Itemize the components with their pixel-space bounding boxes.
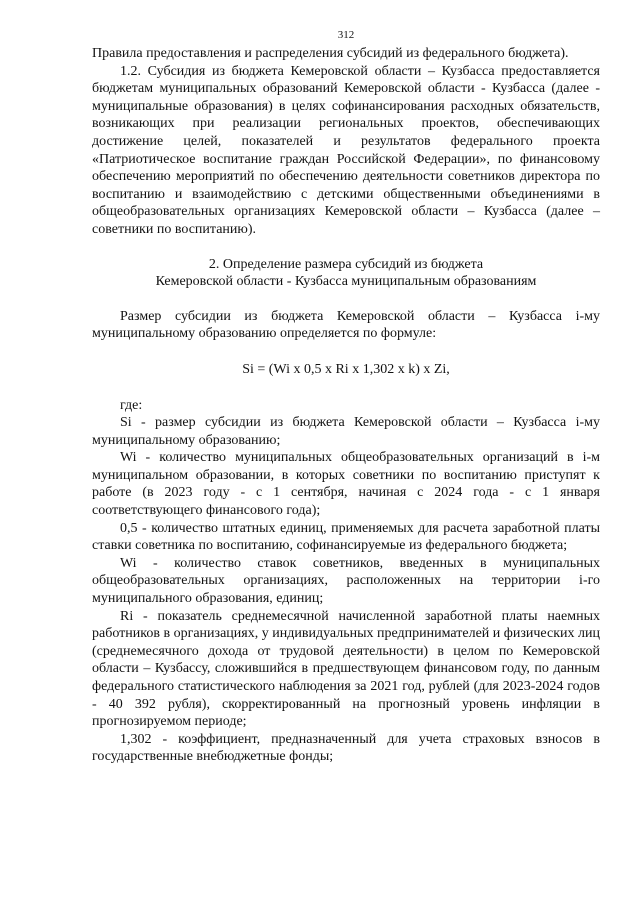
definition-coefficient: 1,302 - коэффициент, предназначенный для учета страховых взносов в государственные внебюджетные фонды; (92, 731, 600, 765)
paragraph-rules-reference: Правила предоставления и распределения субсидий из федерального бюджета). (92, 46, 569, 61)
where-label: где: (120, 397, 143, 413)
page-number: 312 (337, 29, 355, 41)
definition-ri: Ri - показатель среднемесячной начисленной заработной платы наемных работников в организациях, у индивидуальных предпринимателей и физических лиц (среднемесячного дохода от трудовой деятельности) в целом по Кемеровской области – Кузбассу, сложившийся в предшествующем финансовом году, по данным федерального статистического наблюдения за 2021 год, рублей (для 2023-2024 годов - 40 392 рубля), скорректированный на прогнозный уровень инфляции в прогнозируемом периоде; (92, 608, 600, 730)
section-heading-line-2: Кемеровской области - Кузбасса муниципальным образованиям (155, 274, 537, 290)
definition-wi-rates: Wi - количество ставок советников, введенных в муниципальных общеобразовательных организациях, расположенных на территории i-го муниципального образования, единиц; (92, 555, 600, 607)
definition-wi-organizations: Wi - количество муниципальных общеобразовательных организаций в i-м муниципальном образовании, в которых советники по воспитанию приступят к работе (в 2023 году - с 1 сентября, начиная с 2024 года - с 1 января соответствующего финансового года); (92, 450, 600, 519)
subsidy-formula: Si = (Wi x 0,5 x Ri x 1,302 x k) x Zi, (242, 361, 450, 377)
section-heading-line-1: 2. Определение размера субсидий из бюджета (208, 256, 484, 272)
definition-staff-units: 0,5 - количество штатных единиц, применяемых для расчета заработной платы ставки советника по воспитанию, софинансируемые из федерального бюджета; (92, 520, 600, 554)
document-page (92, 28, 600, 766)
section-heading (92, 256, 600, 291)
paragraph-1-2: 1.2. Субсидия из бюджета Кемеровской области – Кузбасса предоставляется бюджетам муниципальных образований Кемеровской области - Кузбасса (далее - муниципальные образования) в целях софинансирования расходных обязательств, возникающих при реализации региональных проектов, обеспечивающих достижение целей, показателей и результатов федерального проекта «Патриотическое воспитание граждан Российской Федерации», по финансовому обеспечению мероприятий по обеспечению деятельности советников директора по воспитанию и взаимодействию с детскими общественными объединениями в общеобразовательных организациях Кемеровской области – Кузбасса (далее – советники по воспитанию). (92, 63, 600, 237)
definition-si: Si - размер субсидии из бюджета Кемеровской области – Кузбасса i-му муниципальному образованию; (92, 415, 600, 448)
formula-intro: Размер субсидии из бюджета Кемеровской области – Кузбасса i-му муниципальному образованию определяется по формуле: (92, 308, 600, 342)
